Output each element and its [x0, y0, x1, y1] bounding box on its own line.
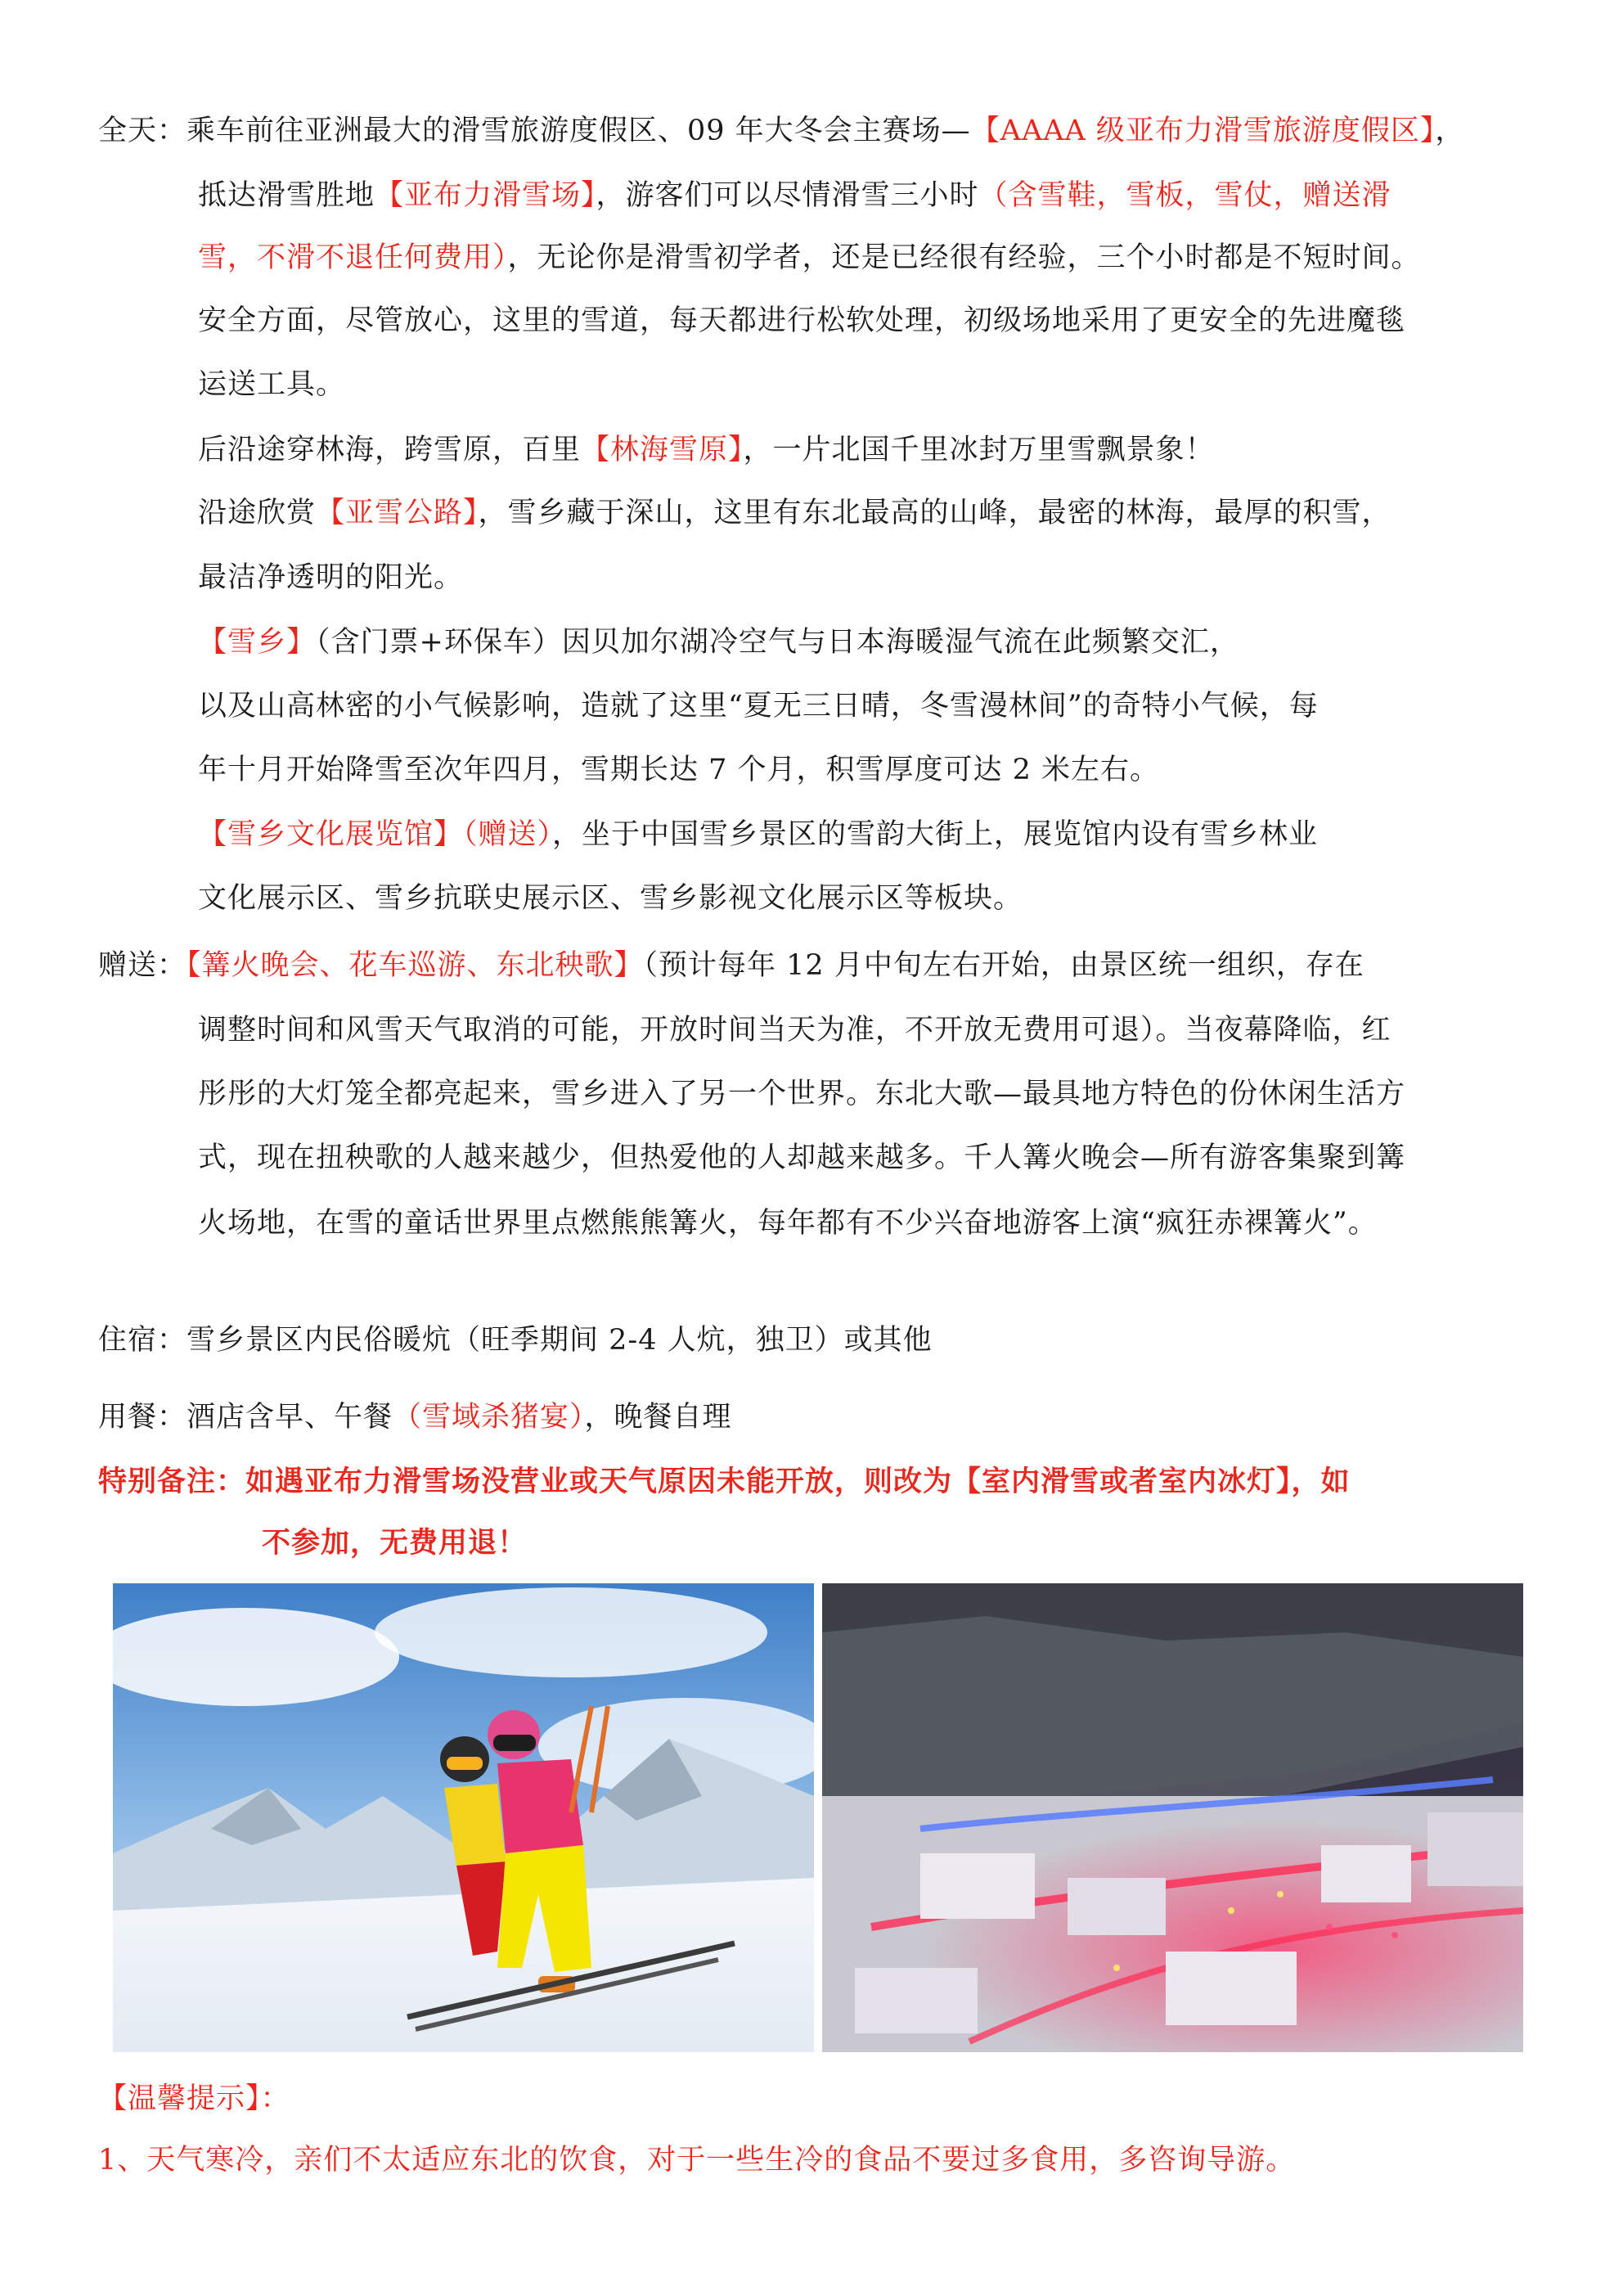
allday-line-1: 全天：乘车前往亚洲最大的滑雪旅游度假区、09 年大冬会主赛场—【AAAA 级亚布力滑雪旅游度假区】， [98, 115, 1465, 147]
yabuli-resort-highlight: 【AAAA 级亚布力滑雪旅游度假区】 [970, 115, 1436, 147]
allday-line-13: 文化展示区、雪乡抗联史展示区、雪乡影视文化展示区等板块。 [198, 882, 1023, 915]
allday-line-11: 年十月开始降雪至次年四月，雪期长达 7 个月，积雪厚度可达 2 米左右。 [198, 754, 1160, 786]
forest-snowfield-highlight: 【林海雪原】 [581, 434, 744, 466]
allday-line-9: 【雪乡】（含门票+环保车）因贝加尔湖冷空气与日本海暖湿气流在此频繁交汇， [198, 626, 1239, 659]
allday-line-10: 以及山高林密的小气候影响，造就了这里“夏无三日晴，冬雪漫林间”的奇特小气候，每 [198, 690, 1319, 723]
skiers-photo [113, 1583, 814, 2052]
yaxue-road-highlight: 【亚雪公路】 [316, 497, 479, 529]
tips-item-1: 1、天气寒冷，亲们不太适应东北的饮食，对于一些生冷的食品不要过多食用，多咨询导游。 [98, 2144, 1296, 2177]
special-note-label: 特别备注： [98, 1465, 246, 1498]
gift-line-5: 火场地，在雪的童话世界里点燃熊熊篝火，每年都有不少兴奋地游客上演“疯狂赤裸篝火”。 [198, 1207, 1378, 1240]
snow-town-night-photo [822, 1583, 1523, 2052]
special-note-line-1: 特别备注：如遇亚布力滑雪场没营业或天气原因未能开放，则改为【室内滑雪或者室内冰灯】，如 [98, 1465, 1351, 1498]
allday-label: 全天： [98, 115, 187, 147]
gift-label: 赠送： [98, 949, 187, 982]
allday-line-5: 运送工具。 [198, 368, 346, 401]
allday-line-8: 最洁净透明的阳光。 [198, 561, 464, 594]
culture-museum-highlight: 【雪乡文化展览馆】 [198, 818, 464, 851]
meals-label: 用餐： [98, 1401, 187, 1434]
allday-line-12: 【雪乡文化展览馆】（赠送），坐于中国雪乡景区的雪韵大街上，展览馆内设有雪乡林业 [198, 818, 1319, 851]
allday-line-3: 雪，不滑不退任何费用），无论你是滑雪初学者，还是已经很有经验，三个小时都是不短时间。 [198, 241, 1421, 274]
tips-heading: 【温馨提示】： [98, 2082, 290, 2115]
lodging-line: 住宿：雪乡景区内民俗暖炕（旺季期间 2-4 人炕，独卫）或其他 [98, 1324, 933, 1357]
gift-line-2: 调整时间和风雪天气取消的可能，开放时间当天为准，不开放无费用可退）。当夜幕降临，红 [198, 1014, 1391, 1047]
allday-line-7: 沿途欣赏【亚雪公路】，雪乡藏于深山，这里有东北最高的山峰，最密的林海，最厚的积雪， [198, 497, 1391, 529]
special-note-line-2: 不参加，无费用退！ [262, 1526, 528, 1560]
allday-line-6: 后沿途穿林海，跨雪原，百里【林海雪原】，一片北国千里冰封万里雪飘景象！ [198, 434, 1215, 466]
gift-line-3: 彤彤的大灯笼全都亮起来，雪乡进入了另一个世界。东北大歌—最具地方特色的份休闲生活方 [198, 1078, 1406, 1110]
lodging-label: 住宿： [98, 1324, 187, 1357]
meals-line: 用餐：酒店含早、午餐（雪域杀猪宴），晚餐自理 [98, 1401, 732, 1434]
pig-feast-highlight: （雪域杀猪宴） [393, 1401, 585, 1434]
snow-town-highlight: 【雪乡】 [198, 626, 317, 659]
allday-line-4: 安全方面，尽管放心，这里的雪道，每天都进行松软处理，初级场地采用了更安全的先进魔毯 [198, 304, 1406, 337]
gift-line-4: 式，现在扭秧歌的人越来越少，但热爱他的人却越来越多。千人篝火晚会—所有游客集聚到篝 [198, 1141, 1406, 1174]
bonfire-party-highlight: 【篝火晚会、花车巡游、东北秧歌】 [187, 949, 644, 982]
yabuli-ski-highlight: 【亚布力滑雪场】 [375, 179, 596, 212]
allday-line-2: 抵达滑雪胜地【亚布力滑雪场】，游客们可以尽情滑雪三小时（含雪鞋，雪板，雪仗，赠送滑 [198, 179, 1391, 212]
gift-line-1: 赠送：【篝火晚会、花车巡游、东北秧歌】（预计每年 12 月中旬左右开始，由景区统一组织，存在 [98, 949, 1364, 982]
